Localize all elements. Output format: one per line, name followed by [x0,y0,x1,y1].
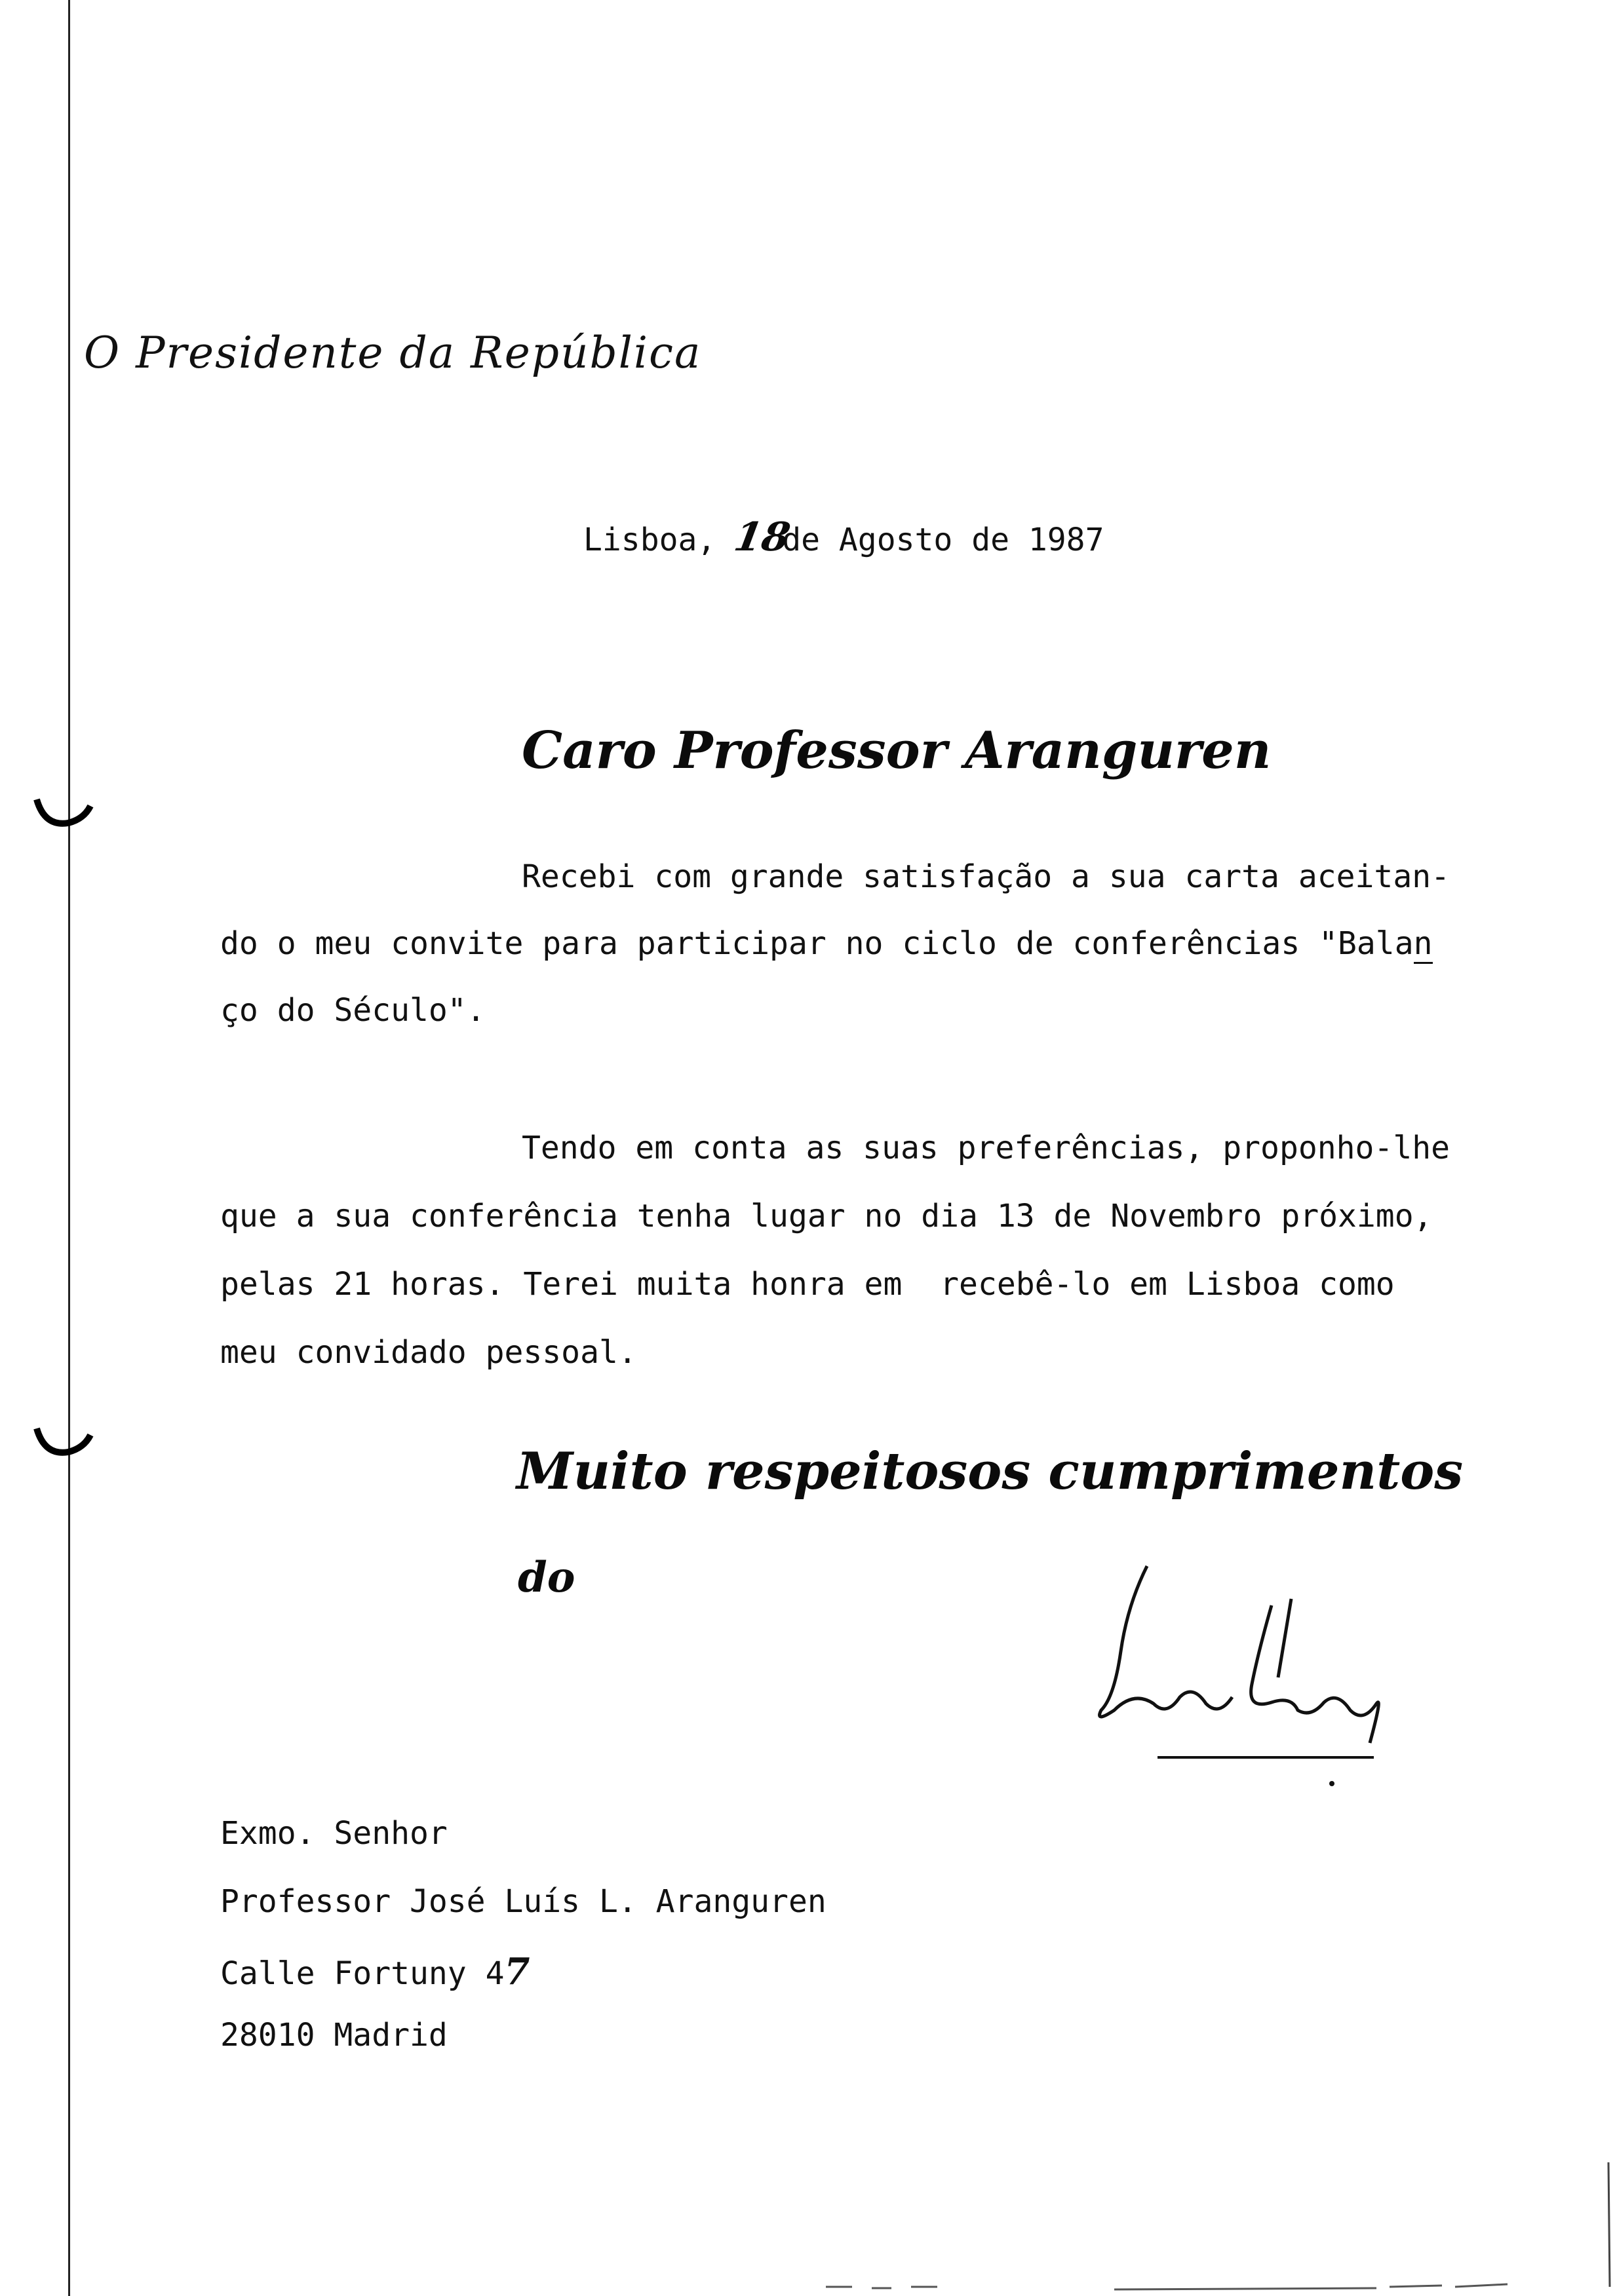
body-paragraph-2-line-3: pelas 21 horas. Terei muita honra em recebê-lo em Lisboa como [220,1266,1395,1303]
body-paragraph-2-line-1: Tendo em conta as suas preferências, proponho-lhe [522,1130,1450,1166]
address-handwritten-digit: 7 [504,1950,530,1993]
punch-hole-mark-top [31,793,94,832]
address-line-2: Professor José Luís L. Aranguren [220,1883,827,1920]
punch-hole-mark-bottom [31,1422,94,1461]
body-paragraph-1-line-2 [220,925,1433,962]
signature-dot [1329,1781,1334,1786]
date-day-handwritten: 18 [731,514,794,560]
date-rest: de Agosto de 1987 [782,522,1104,558]
address-line-4: 28010 Madrid [220,2017,448,2054]
closing-handwritten-from: do [518,1553,575,1602]
body-line-2-underlined-letter: n [1414,925,1433,964]
address-line-3 [220,1950,530,1993]
body-line-2-text: do o meu convite para participar no ciclo de conferências "Bala [220,925,1414,962]
address-street: Calle Fortuny 4 [220,1955,505,1992]
handwritten-signature [1075,1546,1390,1769]
body-paragraph-1-line-3: ço do Século". [220,992,486,1029]
date-city: Lisboa, [583,522,716,558]
body-paragraph-2-line-2: que a sua conferência tenha lugar no dia 13 de Novembro próximo, [220,1198,1433,1234]
body-paragraph-1-line-1: Recebi com grande satisfação a sua carta aceitan- [522,858,1450,895]
closing-handwritten: Muito respeitosos cumprimentos [516,1442,1464,1501]
date-line [583,514,1104,560]
body-paragraph-2-line-4: meu convidado pessoal. [220,1334,637,1371]
binding-margin-line [68,0,70,2296]
salutation-handwritten: Caro Professor Aranguren [522,721,1272,780]
address-line-1: Exmo. Senhor [220,1815,448,1852]
bottom-edge-scan-marks [787,2274,1615,2296]
right-edge-scan-mark [1599,2162,1615,2293]
signature-underline [1158,1756,1374,1759]
letterhead: O Presidente da República [84,328,702,378]
